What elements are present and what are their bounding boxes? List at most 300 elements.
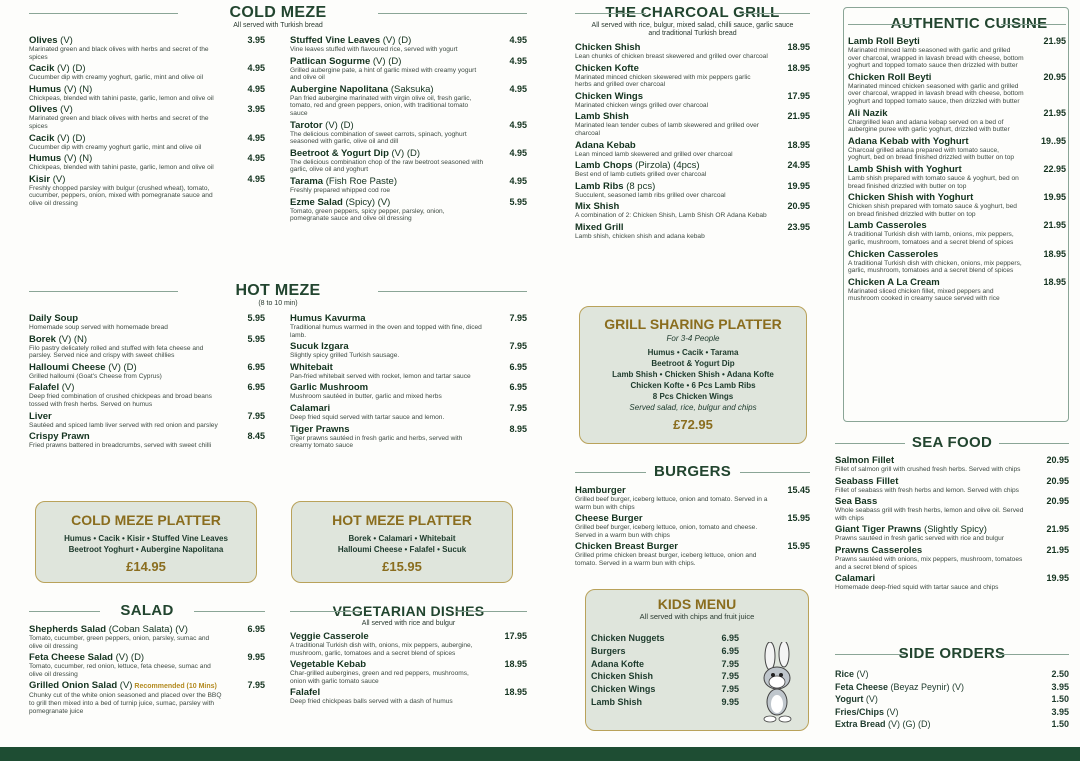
menu-item-name: Halloumi Cheese (V) (D) (29, 361, 137, 373)
hot-meze-subtitle: (8 to 10 min) (258, 300, 298, 307)
menu-item (575, 222, 810, 241)
menu-item-description: Homemade soup served with homemade bread (29, 324, 168, 331)
menu-item-description: Deep fried combination of crushed chickpeas and broad beans tossed with fresh herbs. Served on humus (29, 393, 212, 408)
menu-item-name: Chicken Casseroles (848, 248, 939, 260)
hot-meze-right-list (290, 311, 527, 450)
seafood-list (835, 455, 1069, 592)
menu-item-name: Chicken Breast Burger (575, 541, 678, 553)
hot-platter-line1: Borek • Calamari • Whitebait (348, 534, 456, 543)
menu-item-name: Falafel (290, 687, 321, 699)
menu-item (29, 84, 265, 103)
cold-platter-title: COLD MEZE PLATTER (71, 512, 221, 528)
menu-item (290, 84, 527, 118)
menu-item-name: Olives (V) (29, 35, 73, 46)
menu-item-name: Seabass Fillet (835, 475, 899, 487)
menu-item-price: 8.45 (247, 431, 265, 442)
menu-item (848, 108, 1066, 134)
footer-bar (0, 747, 1080, 761)
cold-platter-line2: Beetroot Yoghurt • Aubergine Napolitana (68, 545, 224, 554)
menu-item-price: 4.95 (509, 83, 527, 94)
grill-platter-note: Served salad, rice, bulgur and chips (629, 403, 757, 412)
salad-list (29, 624, 265, 715)
menu-item-name: Sucuk Izgara (290, 341, 349, 353)
menu-item-description: Marinated chicken wings grilled over charcoal (575, 101, 709, 109)
menu-item-price: 8.95 (509, 423, 527, 434)
menu-item-description: The delicious combination chop of the raw beetroot seasoned with garlic, olive oil and yoghurt (290, 158, 484, 174)
menu-item-name: Lamb Shish with Yoghurt (848, 163, 962, 175)
menu-item-price: 21.95 (1043, 220, 1066, 231)
menu-item-name: Whitebait (290, 361, 333, 373)
menu-item (29, 35, 265, 61)
cold-meze-right-list (290, 33, 527, 223)
menu-item-price: 21.95 (1046, 524, 1069, 535)
menu-item-description: Tomato, green peppers, spicy pepper, parsley, onion, pomegranate sauce and olive oil dressing (290, 207, 445, 223)
menu-item-name: Borek (V) (N) (29, 333, 88, 345)
menu-item-price: 15.95 (787, 513, 810, 524)
menu-item-name: Giant Tiger Prawns (Slightly Spicy) (835, 524, 987, 536)
menu-item-price: 4.95 (509, 175, 527, 186)
menu-item-price: 4.95 (509, 147, 527, 158)
menu-item-description: Tomato, cucumber, red onion, lettuce, feta cheese, sumac and olive oil dressing (29, 663, 211, 678)
menu-item-name: Lamb Chops (Pirzola) (4pcs) (575, 160, 700, 172)
menu-item-price: 20.95 (787, 201, 810, 212)
grill-platter-price: £72.95 (673, 417, 713, 432)
menu-item-price: 7.95 (509, 341, 527, 352)
salad-section (29, 602, 265, 715)
menu-item-name: Lamb Shish (575, 111, 629, 123)
menu-item-description: Fillet of salmon grill with crushed fresh herbs. Served with chips (835, 466, 1021, 473)
menu-item-price: 3.95 (247, 35, 265, 45)
menu-item-name: Veggie Casserole (290, 631, 369, 642)
menu-item (290, 313, 527, 339)
menu-item-price: 7.95 (509, 313, 527, 323)
side-item: Feta Cheese (Beyaz Peynir) (V) 3.95 (835, 681, 1069, 692)
menu-item (290, 120, 527, 146)
hot-platter-line2: Halloumi Cheese • Falafel • Sucuk (337, 545, 467, 554)
menu-item (29, 431, 265, 450)
menu-item (848, 220, 1066, 246)
menu-item-description: Pan fried aubergine marinated with virgin olive oil, fresh garlic, tomato, red and green peppers, onion, with traditional tomato sauce (290, 94, 472, 117)
vegetarian-list (290, 631, 527, 706)
cold-meze-left-list (29, 33, 265, 208)
menu-item (835, 524, 1069, 543)
menu-item (848, 72, 1066, 106)
menu-item-price: 17.95 (787, 90, 810, 101)
menu-item (575, 181, 810, 200)
menu-item (575, 513, 810, 539)
hot-meze-platter (291, 501, 513, 583)
menu-item-name: Humus (V) (N) (29, 83, 93, 95)
side-item: Fries/Chips (V) 3.95 (835, 706, 1069, 717)
menu-item-name: Aubergine Napolitana (Saksuka) (290, 83, 434, 95)
menu-item-name: Kisir (V) (29, 173, 66, 185)
menu-item (835, 455, 1069, 474)
hot-platter-title: HOT MEZE PLATTER (332, 512, 472, 528)
menu-item-name: Calamari (290, 402, 331, 414)
menu-item-description: Lean chunks of chicken breast skewered and grilled over charcoal (575, 53, 768, 60)
menu-item-name: Patlican Sogurme (V) (D) (290, 55, 402, 67)
menu-item-description: Grilled beef burger, iceberg lettuce, onion and tomato. Served in a warm bun with chips (575, 496, 768, 511)
cold-platter-price: £14.95 (126, 559, 166, 574)
menu-item-price: 4.95 (247, 132, 265, 143)
menu-item-description: A traditional Turkish dish with chicken, onions, mix peppers, garlic, mushroom, tomatoes and a secret blend of spices (848, 259, 1022, 275)
menu-item-price: 4.95 (247, 173, 265, 184)
menu-item-description: Grilled prime chicken breast burger, iceberg lettuce, onion and tomato. Served in a warm bun with chips. (575, 552, 757, 567)
menu-item-name: Chicken Kofte (575, 62, 639, 74)
menu-item-name: Calamari (835, 573, 876, 585)
menu-item-description: Marinated lean tender cubes of lamb skewered and grilled over charcoal (575, 122, 759, 137)
menu-item-price: 17.95 (504, 631, 527, 641)
menu-item-name: Ezme Salad (Spicy) (V) (290, 196, 391, 208)
menu-item (575, 63, 810, 89)
menu-item-price: 6.95 (247, 624, 265, 634)
menu-item-description: Homemade deep-fried squid with tartar sauce and chips (835, 584, 999, 592)
menu-item (290, 35, 527, 54)
menu-item (290, 197, 527, 223)
burgers-list (575, 485, 810, 568)
charcoal-list (575, 42, 810, 241)
menu-item-description: Marinated minced chicken skewered with mix peppers garlic herbs and grilled over charcoal (575, 73, 751, 89)
menu-item-description: Chickpeas, blended with tahini paste, garlic, lemon and olive oil (29, 94, 214, 102)
menu-item-description: Chicken shish prepared with tomato sauce & yoghurt, bed on bread finished drizzled with butter on top (848, 203, 1017, 218)
menu-item-description: Lamb shish, chicken shish and adana kebab (575, 232, 705, 240)
menu-item-description: Traditional humus warmed in the oven and topped with fine, diced lamb. (290, 324, 482, 339)
cold-meze-platter (35, 501, 257, 583)
menu-item-name: Garlic Mushroom (290, 382, 369, 394)
menu-item (29, 411, 265, 430)
menu-item (575, 111, 810, 137)
menu-item-price: 6.95 (247, 382, 265, 393)
side-orders-list (835, 668, 1069, 731)
menu-item-name: Prawns Casseroles (835, 544, 923, 556)
menu-item-price: 6.95 (509, 361, 527, 372)
menu-item (575, 91, 810, 110)
menu-item (290, 362, 527, 381)
menu-item (29, 680, 265, 715)
menu-item-price: 15.95 (787, 541, 810, 552)
menu-item (29, 133, 265, 152)
menu-item-price: 21.95 (1046, 544, 1069, 555)
menu-item (835, 573, 1069, 592)
menu-item-description: Filo pastry delicately rolled and stuffed with feta cheese and parsley. Served nice and crispy with sweet chillies (29, 344, 204, 360)
menu-item-description: Fried prawns battered in breadcrumbs, served with sweet chilli (29, 442, 212, 450)
menu-item (290, 403, 527, 422)
menu-item (290, 382, 527, 401)
charcoal-title: THE CHARCOAL GRILL (575, 4, 810, 22)
menu-item (29, 382, 265, 408)
vegetarian-title: VEGETARIAN DISHES (290, 602, 527, 620)
menu-item-description: Deep fried chickpeas balls served with a dash of humus (290, 698, 453, 706)
side-orders-section (835, 645, 1069, 731)
menu-item-name: Humus (V) (N) (29, 153, 93, 165)
menu-item-name: Mixed Grill (575, 221, 624, 233)
cold-meze-title: COLD MEZE (29, 4, 527, 22)
kids-item: Chicken Wings 7.95 (591, 684, 739, 695)
menu-item-description: Deep fried squid served with tartar sauce and lemon. (290, 413, 445, 421)
hot-platter-price: £15.95 (382, 559, 422, 574)
menu-item-name: Chicken Shish with Yoghurt (848, 192, 974, 204)
kids-item: Burgers 6.95 (591, 645, 739, 656)
kids-menu-subtitle: All served with chips and fruit juice (639, 612, 755, 621)
side-item: Extra Bread (V) (G) (D) 1.50 (835, 719, 1069, 729)
menu-item (575, 160, 810, 179)
menu-item-description: Lamb shish prepared with tomato sauce & yoghurt, bed on bread finished drizzled with butter on top (848, 174, 1019, 190)
menu-item (29, 104, 265, 130)
menu-item (290, 56, 527, 82)
menu-item-price: 15.45 (787, 485, 810, 495)
menu-item-description: Chunky cut of the white onion seasoned and placed over the BBQ to grill then mixed into a bed of turnip juice, sumac, parsley with pomegranate juice (29, 692, 222, 715)
menu-item (848, 136, 1066, 162)
menu-item-description: Whole seabass grill with fresh herbs, lemon and olive oil. Served with chips (835, 507, 1024, 522)
menu-item-description: Fillet of seabass with fresh herbs and lemon. Served with chips (835, 486, 1019, 494)
cold-meze-section (29, 4, 527, 223)
seafood-title: SEA FOOD (835, 434, 1069, 452)
menu-item-name: Feta Cheese Salad (V) (D) (29, 652, 145, 664)
menu-item-description: Prawns sautéed in fresh garlic served with rice and bulgur (835, 535, 1004, 543)
menu-item-name: Tiger Prawns (290, 423, 350, 435)
menu-item (29, 313, 265, 332)
menu-item (848, 249, 1066, 275)
menu-item-description: Charcoal grilled adana prepared with tomato sauce, yoghurt, bed on bread finished drizzled with butter on top (848, 146, 1015, 162)
kids-menu-title: KIDS MENU (657, 596, 737, 612)
menu-item-name: Daily Soup (29, 313, 79, 324)
menu-item-description: Marinated minced chicken seasoned with garlic and grilled over charcoal, wrapped in lavash bread with cheese, bottom yoghurt and topped tomato sauce, then drizzled with butter (848, 82, 1024, 105)
authentic-title: AUTHENTIC CUISINE (848, 15, 1066, 33)
vegetarian-subtitle: All served with rice and bulgur (361, 620, 456, 627)
grill-platter-title: GRILL SHARING PLATTER (604, 316, 782, 332)
charcoal-section (575, 4, 810, 241)
menu-item (848, 192, 1066, 218)
menu-item-description: A combination of 2: Chicken Shish, Lamb Shish OR Adana Kebab (575, 212, 767, 220)
menu-item (290, 341, 527, 360)
menu-item-price: 21.95 (1043, 107, 1066, 118)
menu-item-price: 19..95 (1040, 135, 1066, 146)
menu-item-description: Char-grilled aubergines, green and red peppers, mushrooms, onion with garlic tomato sauce (290, 670, 469, 685)
menu-item-description: Vine leaves stuffed with flavoured rice, served with yogurt (290, 46, 458, 53)
authentic-list (848, 36, 1066, 303)
menu-item (29, 63, 265, 82)
side-item: Rice (V) 2.50 (835, 669, 1069, 679)
menu-item-name: Crispy Prawn (29, 431, 90, 443)
grill-platter-line1: Humus • Cacik • Tarama (647, 348, 739, 357)
menu-item-description: Tomato, cucumber, green peppers, onion, parsley, sumac and olive oil dressing (29, 635, 210, 650)
menu-item-price: 18.95 (504, 687, 527, 698)
grill-platter-line5: 8 Pcs Chicken Wings (652, 392, 734, 401)
hot-meze-left-list (29, 311, 265, 450)
menu-item (29, 334, 265, 360)
menu-item (575, 541, 810, 567)
cold-meze-subtitle: All served with Turkish bread (233, 22, 323, 29)
menu-item (848, 277, 1066, 303)
menu-item-description: Pan-fried whitebait served with rocket, lemon and tartar sauce (290, 372, 471, 380)
menu-item-price: 4.95 (247, 153, 265, 164)
burgers-title: BURGERS (575, 463, 810, 481)
menu-item-name: Salmon Fillet (835, 455, 895, 466)
menu-item-price: 19.95 (1043, 192, 1066, 203)
kids-item: Chicken Shish 7.95 (591, 671, 739, 682)
menu-item-price: 6.95 (509, 382, 527, 393)
menu-item-price: 19.95 (787, 180, 810, 191)
menu-item-name: Ali Nazik (848, 107, 888, 119)
menu-item-name: Sea Bass (835, 496, 878, 508)
menu-item-price: 4.95 (509, 119, 527, 130)
menu-item-name: Chicken Wings (575, 90, 644, 102)
menu-item (29, 362, 265, 381)
menu-item-name: Tarama (Fish Roe Paste) (290, 175, 398, 187)
menu-item-name: Cheese Burger (575, 513, 643, 525)
menu-item-price: 20.95 (1043, 71, 1066, 82)
menu-item-name: Shepherds Salad (Coban Salata) (V) (29, 624, 188, 635)
menu-item-description: The delicious combination of sweet carrots, spinach, yoghurt seasoned with garlic, olive oil and dill (290, 130, 467, 146)
bunny-mascot-illustration (756, 642, 800, 724)
menu-item-description: Succulent, seasoned lamb ribs grilled over charcoal (575, 191, 726, 199)
menu-item-name: Adana Kebab (575, 139, 636, 151)
salad-title: SALAD (29, 602, 265, 620)
menu-item-description: Marinated minced lamb seasoned with garlic and grilled over charcoal, wrapped in lavash bread with cheese, bottom yoghurt and topped tomato sauce then drizzled with butter (848, 47, 1024, 70)
menu-item-description: Best end of lamb cutlets grilled over charcoal (575, 171, 707, 179)
kids-item: Lamb Shish 9.95 (591, 696, 739, 707)
grill-platter-line2: Beetroot & Yogurt Dip (651, 359, 735, 368)
menu-item-name: Hamburger (575, 485, 626, 496)
menu-item-price: 5.95 (247, 333, 265, 344)
menu-item-name: Vegetable Kebab (290, 659, 367, 671)
menu-item-description: Prawns sautéed with onions, mix peppers, mushroom, tomatoes and a secret blend of spices (835, 555, 1023, 571)
menu-item-price: 18.95 (787, 139, 810, 150)
menu-item-price: 4.95 (509, 35, 527, 45)
menu-item (835, 476, 1069, 495)
menu-item-description: Mushroom sautéed in butter, garlic and mixed herbs (290, 393, 442, 401)
menu-item (575, 140, 810, 159)
menu-item-price: 20.95 (1046, 496, 1069, 507)
menu-item (290, 687, 527, 706)
menu-item-description: A traditional Turkish dish with lamb, onions, mix peppers, garlic, mushroom, tomatoes and a secret blend of spices (848, 231, 1014, 246)
menu-item-price: 7.95 (247, 680, 265, 691)
menu-item (575, 201, 810, 220)
kids-menu-list (591, 632, 739, 709)
burgers-section (575, 463, 810, 568)
menu-item-price: 18.95 (504, 659, 527, 670)
menu-item-price: 20.95 (1046, 475, 1069, 486)
side-item: Yogurt (V) 1.50 (835, 694, 1069, 704)
grill-platter-people: For 3-4 People (666, 334, 720, 343)
menu-item-name: Humus Kavurma (290, 313, 366, 324)
menu-item-price: 21.95 (787, 111, 810, 122)
menu-item (835, 545, 1069, 571)
menu-item-description: Marinated green and black olives with herbs and secret of the spices (29, 46, 209, 61)
menu-item-name: Lamb Ribs (8 pcs) (575, 180, 656, 192)
menu-item-price: 4.95 (247, 83, 265, 94)
menu-item-price: 7.95 (247, 410, 265, 421)
menu-item-name: Falafel (V) (29, 382, 75, 394)
menu-item-price: 19.95 (1046, 573, 1069, 584)
menu-item-price: 4.95 (509, 55, 527, 66)
menu-item (29, 624, 265, 650)
menu-item-name: Tarotor (V) (D) (290, 119, 354, 131)
menu-item-description: Chickpeas, blended with tahini paste, garlic, lemon and olive oil (29, 164, 214, 172)
menu-item (290, 631, 527, 657)
menu-item-price: 18.95 (1043, 276, 1066, 287)
side-orders-title: SIDE ORDERS (835, 645, 1069, 663)
menu-item-name: Chicken A La Cream (848, 276, 940, 288)
menu-item-description: Freshly prepared whipped cod roe (290, 186, 391, 194)
menu-item (835, 496, 1069, 522)
menu-item-name: Chicken Shish (575, 42, 641, 53)
menu-item-price: 9.95 (247, 652, 265, 663)
menu-item-description: A traditional Turkish dish with, onions, mix peppers, aubergine, mushroom, garlic, tomatoes and a secret blend of spices (290, 642, 473, 657)
menu-item-description: Slightly spicy grilled Turkish sausage. (290, 352, 400, 360)
menu-item-price: 24.95 (787, 160, 810, 171)
menu-item-name: Chicken Roll Beyti (848, 71, 932, 83)
menu-item-description: Freshly chopped parsley with bulgur (crushed wheat), tomato, cucumber, peppers, onion, mixed with pomegranate sauce and olive oil dressing (29, 184, 213, 207)
menu-item-description: Grilled beef burger, iceberg lettuce, onion, tomato and cheese. Served in a warm bun with chips (575, 524, 758, 539)
menu-item-description: Tiger prawns sautéed in fresh garlic and herbs, served with creamy tomato sauce (290, 434, 463, 450)
menu-item-description: Cucumber dip with creamy yoghurt, garlic, mint and olive oil (29, 74, 204, 82)
menu-item-description: Chargrilled lean and adana kebap served on a bed of aubergine puree with garlic yoghurt, drizzled with butter (848, 118, 1010, 134)
menu-item-name: Adana Kebab with Yoghurt (848, 135, 969, 147)
menu-item-name: Olives (V) (29, 104, 73, 116)
kids-item: Chicken Nuggets 6.95 (591, 633, 739, 643)
menu-item-description: Lean minced lamb skewered and grilled over charcoal (575, 150, 733, 158)
menu-item-price: 22.95 (1043, 163, 1066, 174)
menu-item (575, 485, 810, 511)
menu-item-price: 20.95 (1046, 455, 1069, 465)
menu-item-price: 6.95 (247, 361, 265, 372)
menu-item (290, 176, 527, 195)
menu-item-name: Grilled Onion Salad (V) Recommended (10 Mins) (29, 680, 217, 692)
kids-item: Adana Kofte 7.95 (591, 658, 739, 669)
menu-item-name: Cacik (V) (D) (29, 132, 86, 144)
grill-platter-line3: Lamb Shish • Chicken Shish • Adana Kofte (612, 370, 774, 379)
menu-item-name: Beetroot & Yogurt Dip (V) (D) (290, 147, 421, 159)
menu-item-description: Grilled aubergine pate, a hint of garlic mixed with creamy yogurt and olive oil (290, 66, 477, 82)
menu-item-price: 7.95 (509, 402, 527, 413)
menu-item-price: 5.95 (509, 196, 527, 207)
kids-menu-box (585, 589, 809, 731)
menu-item-name: Lamb Casseroles (848, 220, 927, 232)
menu-item-description: Cucumber dip with creamy yoghurt garlic, mint and olive oil (29, 143, 202, 151)
menu-item-description: Grilled halloumi (Goat's Cheese from Cyprus) (29, 372, 162, 380)
menu-item (848, 36, 1066, 70)
menu-item-name: Cacik (V) (D) (29, 63, 86, 75)
menu-item-name: Lamb Roll Beyti (848, 36, 920, 47)
menu-item (29, 652, 265, 678)
vegetarian-section (290, 602, 527, 706)
menu-item (290, 424, 527, 450)
cold-platter-line1: Humus • Cacik • Kisir • Stuffed Vine Leaves (64, 534, 228, 543)
menu-item (575, 42, 810, 61)
menu-item (29, 174, 265, 208)
menu-item-price: 4.95 (247, 63, 265, 74)
menu-item-name: Liver (29, 410, 52, 422)
grill-sharing-platter (579, 306, 807, 444)
menu-item (290, 148, 527, 174)
menu-item (290, 659, 527, 685)
menu-item-price: 5.95 (247, 313, 265, 323)
menu-item-price: 21.95 (1043, 36, 1066, 46)
hot-meze-section (29, 282, 527, 450)
menu-item-price: 18.95 (787, 42, 810, 52)
menu-item-description: Marinated green and black olives with herbs and secret of the spices (29, 115, 209, 130)
seafood-section (835, 434, 1069, 592)
hot-meze-title: HOT MEZE (29, 282, 527, 300)
grill-platter-line4: Chicken Kofte • 6 Pcs Lamb Ribs (630, 381, 756, 390)
menu-item-price: 23.95 (787, 221, 810, 232)
menu-item-name: Mix Shish (575, 201, 620, 213)
menu-item (29, 153, 265, 172)
menu-item-name: Stuffed Vine Leaves (V) (D) (290, 35, 412, 46)
menu-item (848, 164, 1066, 190)
menu-item-price: 3.95 (247, 104, 265, 115)
